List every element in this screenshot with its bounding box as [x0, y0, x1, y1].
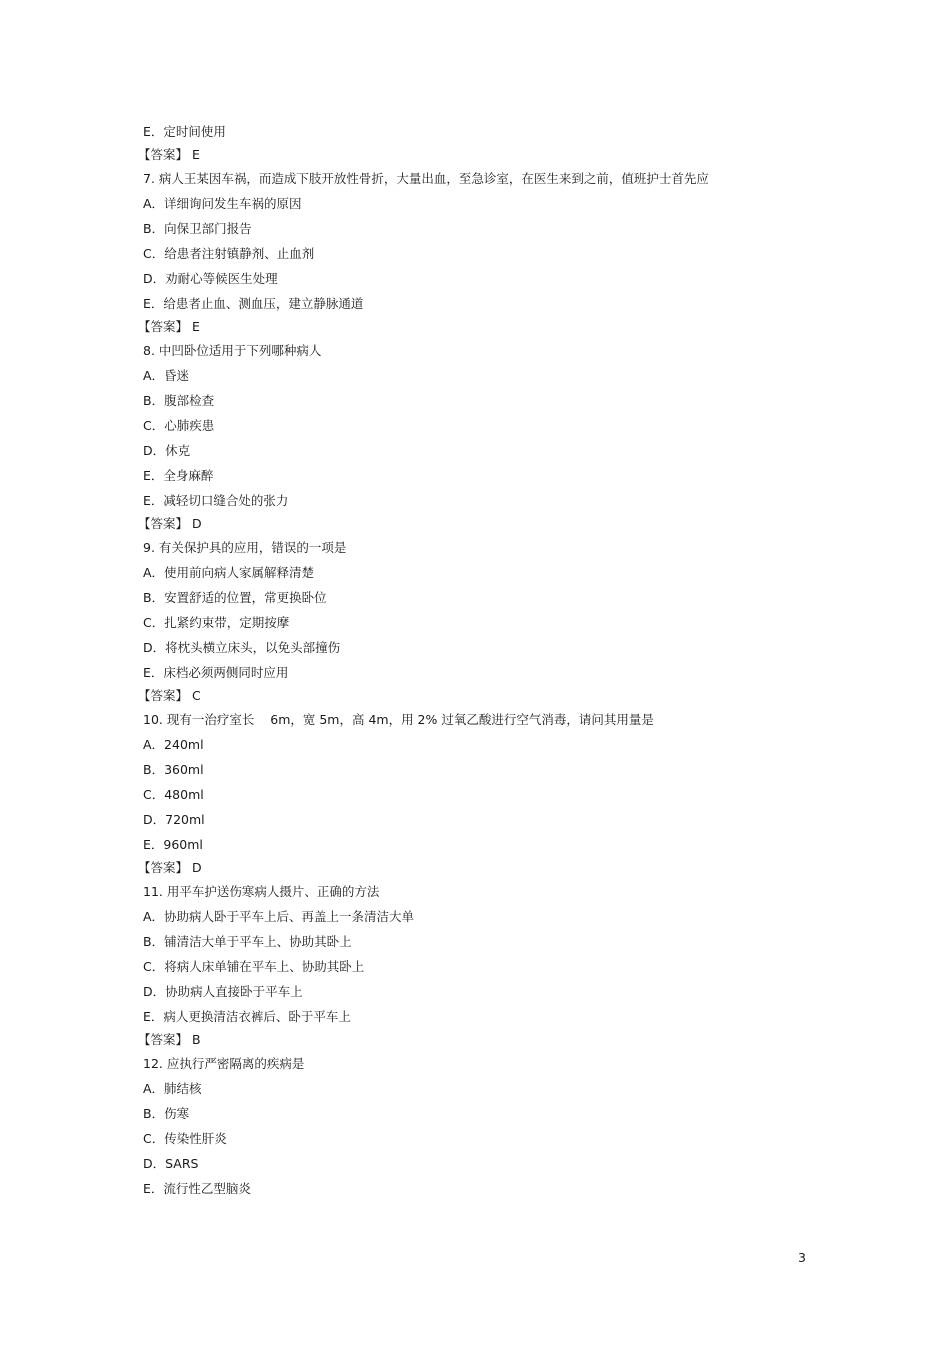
- option-line: B．伤寒: [143, 1106, 190, 1121]
- option-line: D．劝耐心等候医生处理: [143, 271, 278, 286]
- option-line: D．SARS: [143, 1156, 199, 1171]
- option-line: B．360ml: [143, 762, 204, 777]
- answer-line: 【答案】 B: [138, 1032, 201, 1047]
- option-line: B．安置舒适的位置，常更换卧位: [143, 590, 327, 605]
- option-line: E．流行性乙型脑炎: [143, 1181, 251, 1196]
- option-line: E．给患者止血、测血压，建立静脉通道: [143, 296, 364, 311]
- option-line: E．定时间使用: [143, 124, 226, 139]
- question-line: 12. 应执行严密隔离的疾病是: [143, 1056, 305, 1071]
- option-line: D．将枕头横立床头，以免头部撞伤: [143, 640, 341, 655]
- document-body: [138, 119, 823, 1201]
- option-line: C．扎紧约束带，定期按摩: [143, 615, 290, 630]
- option-line: A．协助病人卧于平车上后、再盖上一条清洁大单: [143, 909, 415, 924]
- option-line: C．心肺疾患: [143, 418, 215, 433]
- option-line: E．病人更换清洁衣裤后、卧于平车上: [143, 1009, 351, 1024]
- option-line: B．向保卫部门报告: [143, 221, 252, 236]
- option-line: B．腹部检查: [143, 393, 215, 408]
- question-line: 11. 用平车护送伤寒病人摄片、正确的方法: [143, 884, 380, 899]
- option-line: A．昏迷: [143, 368, 190, 383]
- option-line: B．铺清洁大单于平车上、协助其卧上: [143, 934, 352, 949]
- option-line: E．床档必须两侧同时应用: [143, 665, 289, 680]
- question-line: 10. 现有一治疗室长 6m，宽 5m，高 4m，用 2% 过氧乙酸进行空气消毒，请问其用量是: [143, 712, 654, 727]
- option-line: D．协助病人直接卧于平车上: [143, 984, 303, 999]
- answer-line: 【答案】 D: [138, 516, 202, 531]
- answer-line: 【答案】 E: [138, 319, 200, 334]
- option-line: A．240ml: [143, 737, 204, 752]
- question-line: 7. 病人王某因车祸，而造成下肢开放性骨折，大量出血，至急诊室，在医生来到之前，值班护士首先应: [143, 171, 709, 186]
- answer-line: 【答案】 D: [138, 860, 202, 875]
- option-line: E．全身麻醉: [143, 468, 214, 483]
- option-line: C．480ml: [143, 787, 204, 802]
- option-line: C．将病人床单铺在平车上、协助其卧上: [143, 959, 365, 974]
- question-line: 9. 有关保护具的应用，错误的一项是: [143, 540, 347, 555]
- option-line: E．减轻切口缝合处的张力: [143, 493, 289, 508]
- option-line: C．给患者注射镇静剂、止血剂: [143, 246, 315, 261]
- option-line: A．详细询问发生车祸的原因: [143, 196, 302, 211]
- question-line: 8. 中凹卧位适用于下列哪种病人: [143, 343, 322, 358]
- page-number: 3: [798, 1250, 806, 1265]
- option-line: A．使用前向病人家属解释清楚: [143, 565, 315, 580]
- option-line: A．肺结核: [143, 1081, 202, 1096]
- option-line: E．960ml: [143, 837, 203, 852]
- option-line: D．720ml: [143, 812, 205, 827]
- option-line: D．休克: [143, 443, 191, 458]
- option-line: C．传染性肝炎: [143, 1131, 227, 1146]
- answer-line: 【答案】 E: [138, 147, 200, 162]
- answer-line: 【答案】 C: [138, 688, 201, 703]
